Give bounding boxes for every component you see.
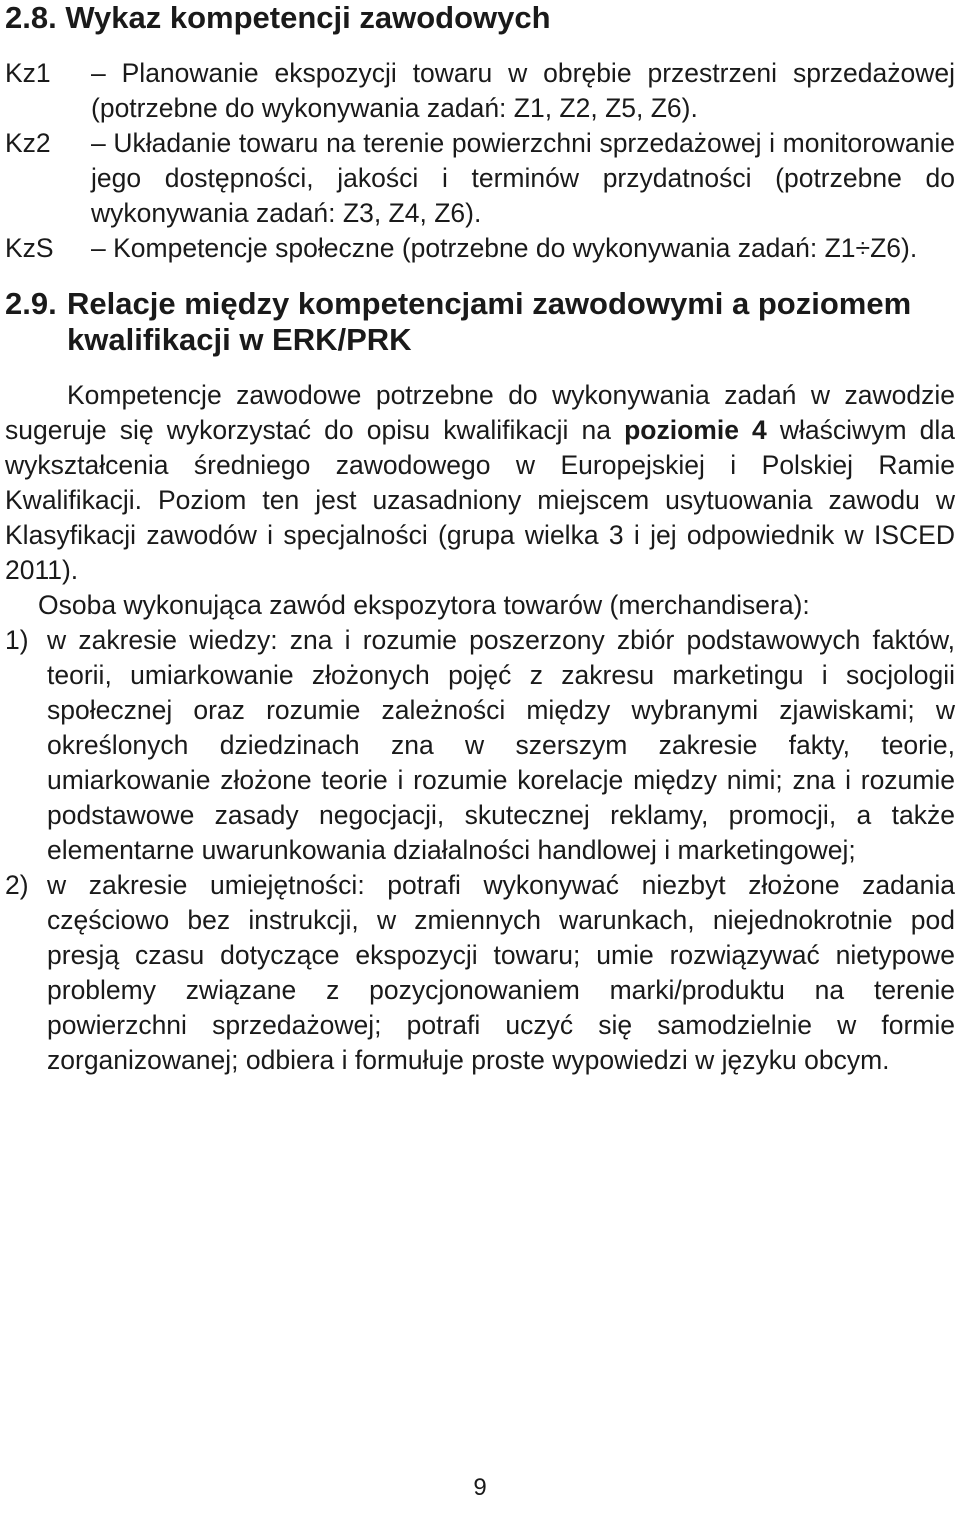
competency-code: Kz1 — [5, 58, 51, 88]
competency-code: Kz2 — [5, 128, 51, 158]
list-number: 2) — [5, 870, 29, 900]
document-page — [5, 0, 955, 1078]
competency-text: – Układanie towaru na terenie powierzchni sprzedażowej i monitorowanie jego dostępności, jakości i terminów przydatności (potrzebne do wykonywania zadań: Z3, Z4, Z6). — [91, 128, 955, 228]
numbered-list — [5, 623, 955, 1078]
competency-item-kzs — [5, 231, 955, 266]
competency-text: – Planowanie ekspozycji towaru w obrębie przestrzeni sprzedażowej (potrzebne do wykonywania zadań: Z1, Z2, Z5, Z6). — [91, 58, 955, 123]
section-heading-2-9 — [5, 286, 955, 358]
competency-list — [5, 56, 955, 266]
section-number: 2.9. — [5, 286, 57, 321]
competency-code: KzS — [5, 233, 54, 263]
competency-text: – Kompetencje społeczne (potrzebne do wykonywania zadań: Z1÷Z6). — [91, 233, 918, 263]
paragraph-qualification-level — [5, 378, 955, 588]
list-item-knowledge — [5, 623, 955, 868]
list-number: 1) — [5, 625, 29, 655]
page-number: 9 — [473, 1474, 487, 1501]
list-item-skills — [5, 868, 955, 1078]
paragraph-text: Poziom ten jest uzasadniony miejscem usytuowania zawodu w Klasyfikacji zawodów i specjalności (grupa wielka 3 i jej odpowiednik w ISCED 2011). — [5, 485, 955, 585]
paragraph-text: Kompetencje zawodowe potrzebne do wykonywania zadań w zawodzie sugeruje się wykorzystać do opisu kwalifikacji na — [5, 380, 955, 445]
section-title: Relacje między kompetencjami zawodowymi a poziomem kwalifikacji w ERK/PRK — [67, 286, 912, 357]
competency-item-kz1 — [5, 56, 955, 126]
paragraph-text: właściwym dla wykształcenia średniego zawodowego w Europejskiej i Polskiej Ramie Kwalifikacji. — [5, 415, 955, 515]
section-heading-2-8: 2.8. Wykaz kompetencji zawodowych — [5, 0, 551, 35]
level-emphasis: poziomie 4 — [624, 415, 767, 445]
list-text: w zakresie wiedzy: zna i rozumie poszerzony zbiór podstawowych faktów, teorii, umiarkowanie złożonych pojęć z zakresu marketingu i socjologii społecznej oraz rozumie zależności między wybranymi zjawiskami; w określonych dziedzinach zna w szerszym zakresie fakty, teorie, umiarkowanie złożone teorie i rozumie korelacje między nimi; zna i rozumie podstawowe zasady negocjacji, skutecznej reklamy, promocji, a także elementarne uwarunkowania działalności handlowej i marketingowej; — [47, 625, 955, 865]
list-text: w zakresie umiejętności: potrafi wykonywać niezbyt złożone zadania częściowo bez instrukcji, w zmiennych warunkach, niejednokrotnie pod presją czasu dotyczące ekspozycji towaru; umie rozwiązywać nietypowe problemy związane z pozycjonowaniem marki/produktu na terenie powierzchni sprzedażowej; potrafi uczyć się samodzielnie w formie zorganizowanej; odbiera i formułuje proste wypowiedzi w języku obcym. — [47, 870, 955, 1075]
competency-item-kz2 — [5, 126, 955, 231]
paragraph-intro: Osoba wykonująca zawód ekspozytora towarów (merchandisera): — [38, 590, 810, 620]
